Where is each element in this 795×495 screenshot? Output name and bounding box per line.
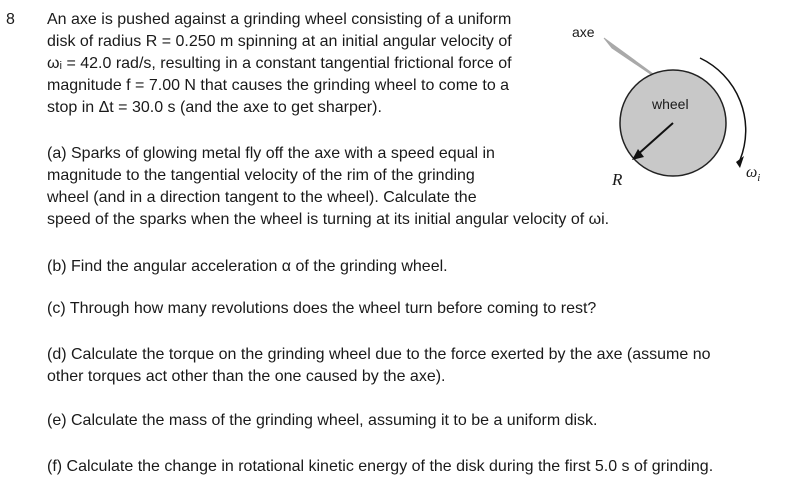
part-b <box>47 256 448 278</box>
part-d-line: other torques act other than the one caused by the axe). <box>47 368 446 385</box>
axe-label: axe <box>572 24 595 40</box>
part-e <box>47 410 598 432</box>
part-f <box>47 456 713 478</box>
omega-symbol: ω <box>746 164 758 181</box>
intro-line: magnitude f = 7.00 N that causes the grinding wheel to come to a <box>47 77 510 94</box>
omega-subscript: i <box>757 172 761 185</box>
wheel-label: wheel <box>652 96 689 112</box>
problem-statement <box>47 9 577 119</box>
part-f-text: (f) Calculate the change in rotational kinetic energy of the disk during the first 5.0 s of grinding. <box>47 458 714 475</box>
part-c-text: (c) Through how many revolutions does the wheel turn before coming to rest? <box>47 300 597 317</box>
part-b-text: (b) Find the angular acceleration α of the grinding wheel. <box>47 258 448 275</box>
intro-line: ωᵢ = 42.0 rad/s, resulting in a constant tangential frictional force of <box>47 55 512 72</box>
part-a-line: speed of the sparks when the wheel is turning at its initial angular velocity of ωi. <box>47 211 610 228</box>
omega-label <box>746 164 760 184</box>
part-a-line: magnitude to the tangential velocity of the rim of the grinding <box>47 167 475 184</box>
omega-arrowhead <box>736 156 744 168</box>
intro-line: stop in Δt = 30.0 s (and the axe to get sharper). <box>47 99 382 116</box>
part-a-line: (a) Sparks of glowing metal fly off the axe with a speed equal in <box>47 145 495 162</box>
question-number: 8 <box>6 11 15 28</box>
part-d-line: (d) Calculate the torque on the grinding wheel due to the force exerted by the axe (assume no <box>47 346 711 363</box>
part-d <box>47 344 711 388</box>
intro-line: An axe is pushed against a grinding wheel consisting of a uniform <box>47 11 512 28</box>
part-a-line: wheel (and in a direction tangent to the wheel). Calculate the <box>47 189 477 206</box>
radius-label: R <box>612 170 623 189</box>
intro-line: disk of radius R = 0.250 m spinning at an initial angular velocity of <box>47 33 512 50</box>
part-a <box>47 143 609 231</box>
part-e-text: (e) Calculate the mass of the grinding wheel, assuming it to be a uniform disk. <box>47 412 598 429</box>
part-c <box>47 298 596 320</box>
